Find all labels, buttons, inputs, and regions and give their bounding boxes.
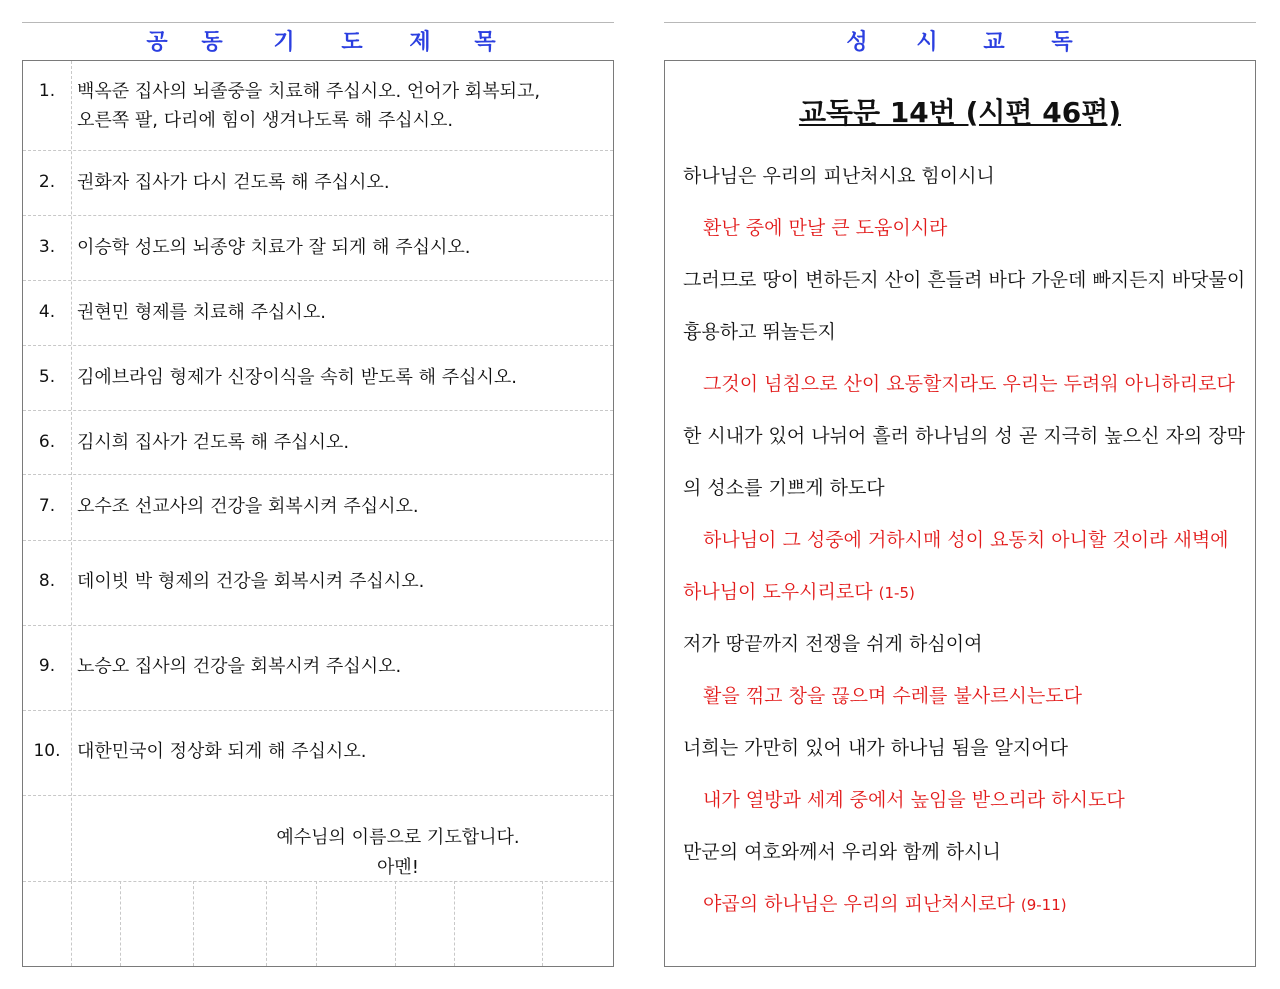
prayer-title-char: 도 bbox=[341, 30, 363, 55]
closing-prayer bbox=[223, 823, 573, 883]
reading-title-char: 성 bbox=[846, 30, 868, 55]
leader-line bbox=[683, 629, 1248, 656]
verse-text: 하나님이 그 성중에 거하시매 성이 요동치 아니할 것이라 새벽에 bbox=[703, 529, 1229, 551]
prayer-item bbox=[23, 475, 613, 541]
closing-line-1: 예수님의 이름으로 기도합니다. bbox=[276, 827, 520, 848]
reading-title: 교독문 14번 (시편 46편) bbox=[798, 96, 1122, 129]
prayer-item-number: 4. bbox=[38, 302, 56, 322]
prayer-item-line: 노승오 집사의 건강을 회복시켜 주십시오. bbox=[77, 656, 402, 677]
grid-divider bbox=[542, 881, 543, 966]
verse-reference: (1-5) bbox=[878, 584, 915, 602]
prayer-list-panel bbox=[22, 60, 614, 967]
prayer-item-text bbox=[77, 77, 597, 135]
prayer-title-char: 동 bbox=[201, 30, 223, 55]
verse-text: 야곱의 하나님은 우리의 피난처시로다 bbox=[703, 893, 1015, 915]
prayer-item-line: 대한민국이 정상화 되게 해 주십시오. bbox=[77, 741, 367, 762]
prayer-title-char: 제 bbox=[409, 30, 431, 55]
reading-title-char: 시 bbox=[916, 30, 938, 55]
leader-line bbox=[683, 317, 1248, 344]
prayer-item-text bbox=[77, 428, 597, 457]
leader-line bbox=[683, 161, 1248, 188]
congregation-response-line bbox=[703, 369, 1268, 396]
congregation-response-line bbox=[703, 525, 1268, 552]
prayer-item-number: 1. bbox=[38, 81, 56, 101]
verse-text: 하나님이 도우시리로다 bbox=[683, 581, 873, 603]
prayer-item-text bbox=[77, 233, 597, 262]
prayer-item bbox=[23, 346, 613, 411]
prayer-title-char: 공 bbox=[146, 30, 168, 55]
prayer-item-number: 2. bbox=[38, 172, 56, 192]
prayer-section-title bbox=[22, 22, 614, 53]
prayer-item-text bbox=[77, 737, 597, 766]
prayer-item-text bbox=[77, 363, 597, 392]
prayer-item-line: 이승학 성도의 뇌종양 치료가 잘 되게 해 주십시오. bbox=[77, 237, 471, 258]
prayer-item-text bbox=[77, 652, 597, 681]
verse-text: 흉용하고 뛰놀든지 bbox=[683, 321, 836, 343]
verse-text: 한 시내가 있어 나뉘어 흘러 하나님의 성 곧 지극히 높으신 자의 장막 bbox=[683, 425, 1245, 447]
verse-text: 만군의 여호와께서 우리와 함께 하시니 bbox=[683, 841, 1001, 863]
prayer-item-number: 6. bbox=[38, 432, 56, 452]
leader-line bbox=[683, 473, 1248, 500]
verse-text: 저가 땅끝까지 전쟁을 쉬게 하심이여 bbox=[683, 633, 983, 655]
verse-text: 환난 중에 만날 큰 도움이시라 bbox=[703, 217, 948, 239]
prayer-item bbox=[23, 626, 613, 711]
prayer-item bbox=[23, 216, 613, 281]
prayer-item-line: 김시희 집사가 걷도록 해 주십시오. bbox=[77, 432, 350, 453]
prayer-item bbox=[23, 151, 613, 216]
prayer-item bbox=[23, 281, 613, 346]
responsive-reading-panel bbox=[664, 60, 1256, 967]
prayer-item-line: 오수조 선교사의 건강을 회복시켜 주십시오. bbox=[77, 496, 419, 517]
leader-line bbox=[683, 421, 1248, 448]
verse-text: 하나님은 우리의 피난처시요 힘이시니 bbox=[683, 165, 995, 187]
grid-divider bbox=[454, 881, 455, 966]
prayer-item-text bbox=[77, 298, 597, 327]
leader-line bbox=[683, 733, 1248, 760]
prayer-item-number: 8. bbox=[38, 571, 56, 591]
leader-line bbox=[683, 265, 1248, 292]
prayer-item-number: 9. bbox=[38, 656, 56, 676]
closing-line-2: 아멘! bbox=[377, 857, 419, 878]
verse-text: 내가 열방과 세계 중에서 높임을 받으리라 하시도다 bbox=[703, 789, 1125, 811]
congregation-response-line bbox=[683, 577, 1248, 604]
prayer-item-line: 오른쪽 팔, 다리에 힘이 생겨나도록 해 주십시오. bbox=[77, 110, 454, 131]
congregation-response-line bbox=[703, 681, 1268, 708]
bottom-grid bbox=[23, 881, 613, 966]
prayer-item-number: 3. bbox=[38, 237, 56, 257]
verse-text: 활을 꺾고 창을 끊으며 수레를 불사르시는도다 bbox=[703, 685, 1082, 707]
congregation-response-line bbox=[703, 889, 1268, 916]
grid-divider bbox=[316, 881, 317, 966]
prayer-item-line: 권화자 집사가 다시 걷도록 해 주십시오. bbox=[77, 172, 390, 193]
prayer-item bbox=[23, 411, 613, 475]
reading-title-char: 교 bbox=[983, 30, 1005, 55]
prayer-item-text bbox=[77, 567, 597, 596]
verse-text: 그러므로 땅이 변하든지 산이 흔들려 바다 가운데 빠지든지 바닷물이 bbox=[683, 269, 1246, 291]
verse-text: 너희는 가만히 있어 내가 하나님 됨을 알지어다 bbox=[683, 737, 1068, 759]
verse-text: 의 성소를 기쁘게 하도다 bbox=[683, 477, 885, 499]
grid-divider bbox=[120, 881, 121, 966]
prayer-item-number: 10. bbox=[33, 741, 61, 761]
grid-divider bbox=[193, 881, 194, 966]
prayer-title-char: 목 bbox=[474, 30, 496, 55]
prayer-item-text bbox=[77, 168, 597, 197]
prayer-item bbox=[23, 61, 613, 151]
congregation-response-line bbox=[703, 785, 1268, 812]
prayer-item bbox=[23, 541, 613, 626]
prayer-item-number: 7. bbox=[38, 496, 56, 516]
verse-reference: (9-11) bbox=[1020, 896, 1067, 914]
verse-text: 그것이 넘침으로 산이 요동할지라도 우리는 두려워 아니하리로다 bbox=[703, 373, 1235, 395]
grid-divider bbox=[395, 881, 396, 966]
leader-line bbox=[683, 837, 1248, 864]
prayer-item bbox=[23, 711, 613, 796]
prayer-item-line: 백옥준 집사의 뇌졸중을 치료해 주십시오. 언어가 회복되고, bbox=[77, 81, 541, 102]
prayer-title-char: 기 bbox=[273, 30, 295, 55]
reading-section-title bbox=[664, 22, 1256, 53]
prayer-item-line: 김에브라임 형제가 신장이식을 속히 받도록 해 주십시오. bbox=[77, 367, 517, 388]
prayer-item-number: 5. bbox=[38, 367, 56, 387]
prayer-item-text bbox=[77, 492, 597, 521]
prayer-item-line: 데이빗 박 형제의 건강을 회복시켜 주십시오. bbox=[77, 571, 425, 592]
reading-title-char: 독 bbox=[1051, 30, 1073, 55]
grid-divider bbox=[71, 881, 72, 966]
prayer-item-line: 권현민 형제를 치료해 주십시오. bbox=[77, 302, 326, 323]
grid-divider bbox=[266, 881, 267, 966]
congregation-response-line bbox=[703, 213, 1268, 240]
